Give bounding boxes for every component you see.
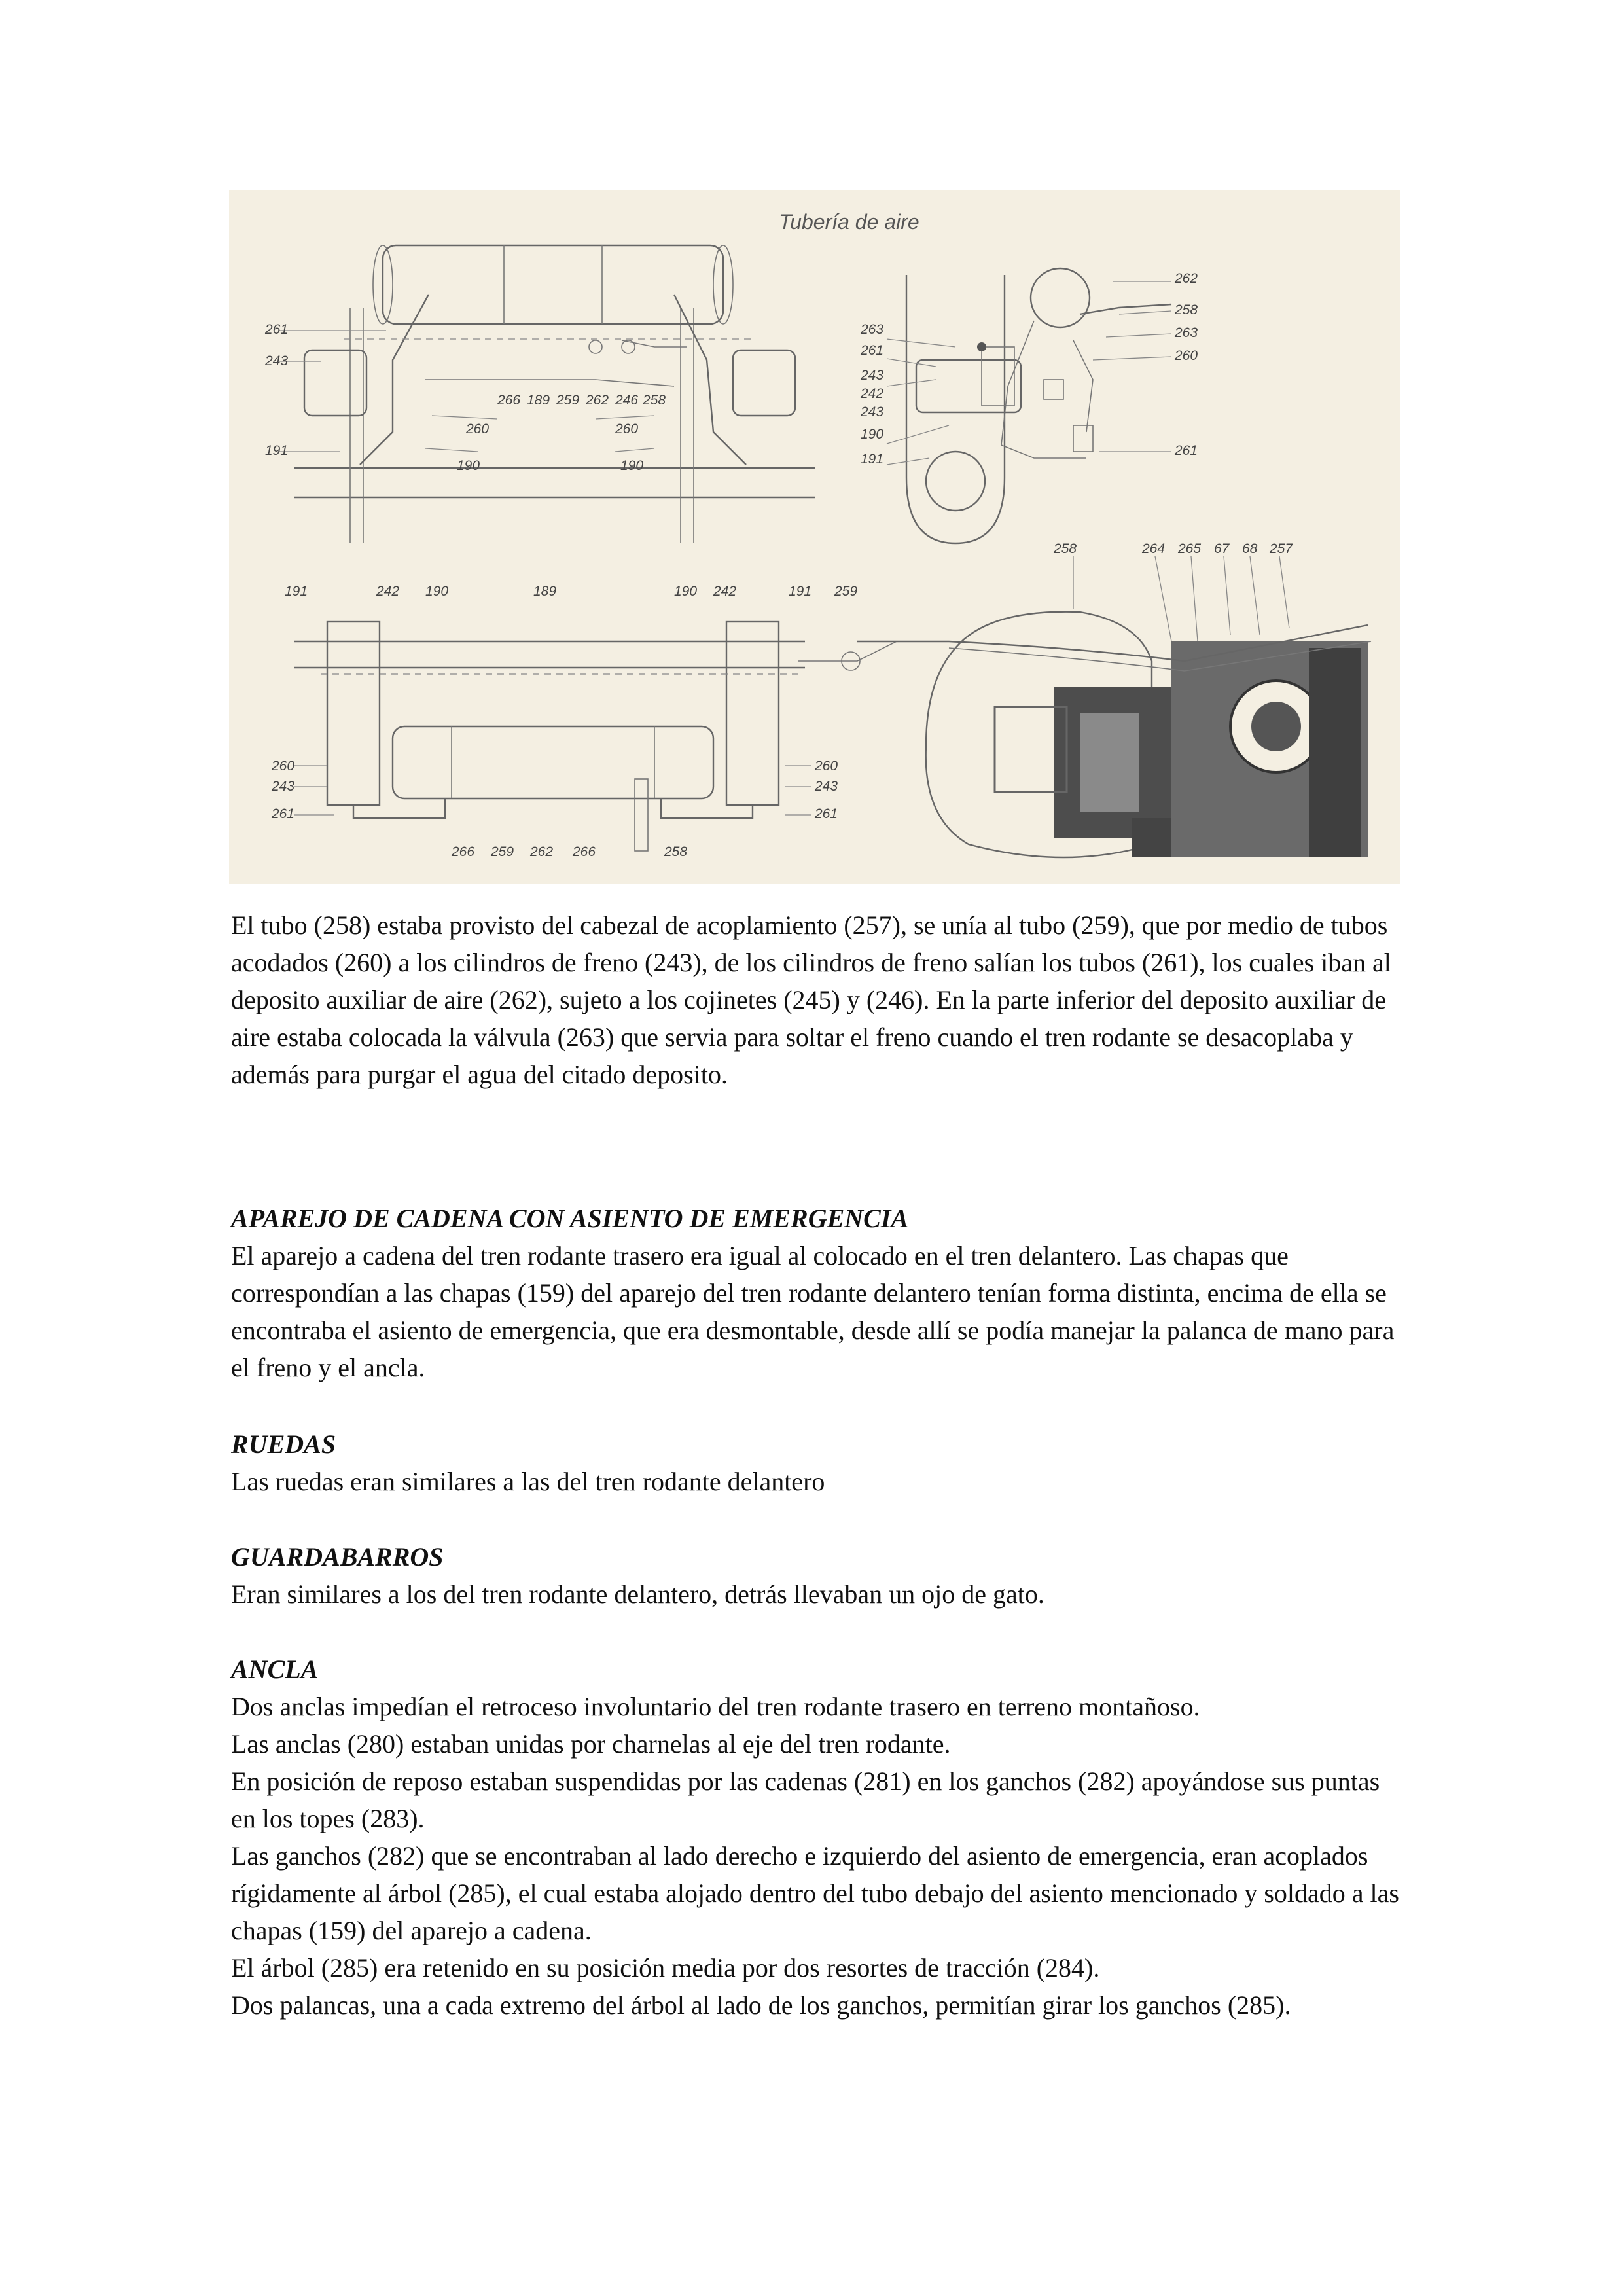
callout: 190	[620, 458, 644, 473]
paragraph: El árbol (285) era retenido en su posición media por dos resortes de tracción (284).	[231, 1953, 1100, 1982]
callout: 191	[285, 584, 308, 599]
section-anchor	[231, 1651, 1402, 2024]
callout: 261	[272, 806, 295, 821]
section-heading: APAREJO DE CADENA CON ASIENTO DE EMERGENCIA	[231, 1204, 909, 1233]
air-pipe-drawing	[229, 190, 1400, 884]
callout: 189	[527, 393, 550, 408]
callout: 265	[1178, 541, 1202, 556]
callout: 68	[1242, 541, 1258, 556]
technical-drawing-figure	[229, 190, 1400, 884]
paragraph: Las ganchos (282) que se encontraban al lado derecho e izquierdo del asiento de emergencia, eran acoplados rígidamente al árbol (285), el cual estaba alojado dentro del tubo debajo del asiento mencionado y soldado a las chapas (159) del aparejo a cadena.	[231, 1841, 1399, 1945]
callout: 190	[674, 584, 698, 599]
callout: 189	[533, 584, 557, 599]
callout: 259	[491, 844, 514, 859]
callout: 242	[861, 386, 884, 401]
section-wheels	[231, 1426, 1402, 1500]
callout: 260	[815, 759, 838, 774]
callout: 260	[1175, 348, 1198, 363]
callout: 67	[1214, 541, 1230, 556]
callout: 266	[452, 844, 475, 859]
paragraph: El aparejo a cadena del tren rodante trasero era igual al colocado en el tren delantero. Las chapas que correspondían a las chapas (159) del aparejo del tren rodante delantero tenían forma distinta, encima de ella se encontraba el asiento de emergencia, que era desmontable, desde allí se podía manejar la palanca de mano para el freno y el ancla.	[231, 1241, 1395, 1382]
callout: 262	[1175, 271, 1198, 286]
callout: 259	[834, 584, 858, 599]
paragraph: Las anclas (280) estaban unidas por charnelas al eje del tren rodante.	[231, 1729, 951, 1759]
callout: 259	[556, 393, 580, 408]
callout: 191	[789, 584, 812, 599]
bottom-left-view	[294, 622, 897, 851]
callout: 257	[1270, 541, 1293, 556]
callout: 260	[466, 422, 490, 437]
bottom-right-view	[857, 556, 1371, 857]
callout: 262	[586, 393, 609, 408]
callout: 261	[861, 343, 884, 358]
callout: 264	[1142, 541, 1166, 556]
callout: 190	[425, 584, 449, 599]
callout: 242	[713, 584, 737, 599]
callout: 191	[265, 443, 289, 458]
section-heading: RUEDAS	[231, 1429, 336, 1459]
callout: 262	[530, 844, 554, 859]
callout: 191	[861, 452, 884, 467]
callout: 242	[376, 584, 400, 599]
section-heading: GUARDABARROS	[231, 1542, 444, 1571]
section-chain-rigging	[231, 1200, 1402, 1386]
callout: 266	[573, 844, 596, 859]
callout: 258	[1175, 302, 1198, 317]
callout: 258	[664, 844, 688, 859]
callout: 263	[1175, 325, 1198, 340]
section-heading: ANCLA	[231, 1655, 319, 1684]
callout: 243	[272, 779, 295, 794]
paragraph: En posición de reposo estaban suspendidas por las cadenas (281) en los ganchos (282) apoyándose sus puntas en los topes (283).	[231, 1767, 1380, 1833]
callout: 246	[615, 393, 639, 408]
callout: 243	[861, 404, 884, 420]
callout: 243	[861, 368, 884, 383]
intro-paragraph	[231, 906, 1402, 1093]
callout: 258	[1054, 541, 1077, 556]
callout: 243	[265, 353, 289, 368]
callout: 261	[1175, 443, 1198, 458]
paragraph: Dos palancas, una a cada extremo del árbol al lado de los ganchos, permitían girar los ganchos (285).	[231, 1990, 1291, 2020]
callout: 263	[861, 322, 884, 337]
callout: 190	[457, 458, 480, 473]
callout: 260	[615, 422, 639, 437]
callout: 266	[497, 393, 521, 408]
callout: 261	[265, 322, 289, 337]
callout: 243	[815, 779, 838, 794]
callout: 190	[861, 427, 884, 442]
paragraph: Dos anclas impedían el retroceso involuntario del tren rodante trasero en terreno montañoso.	[231, 1692, 1200, 1721]
paragraph: Las ruedas eran similares a las del tren rodante delantero	[231, 1467, 825, 1496]
callout: 261	[815, 806, 838, 821]
callout: 258	[643, 393, 666, 408]
figure-title: Tubería de aire	[779, 210, 919, 234]
paragraph: Eran similares a los del tren rodante delantero, detrás llevaban un ojo de gato.	[231, 1579, 1044, 1609]
paragraph: El tubo (258) estaba provisto del cabezal de acoplamiento (257), se unía al tubo (259), que por medio de tubos acodados (260) a los cilindros de freno (243), de los cilindros de freno salían los tubos (261), los cuales iban al deposito auxiliar de aire (262), sujeto a los cojinetes (245) y (246). En la parte inferior del deposito auxiliar de aire estaba colocada la válvula (263) que servia para soltar el freno cuando el tren rodante se desacoplaba y además para purgar el agua del citado deposito.	[231, 910, 1391, 1089]
callout: 260	[272, 759, 295, 774]
top-right-view	[887, 268, 1171, 543]
section-fenders	[231, 1538, 1402, 1613]
